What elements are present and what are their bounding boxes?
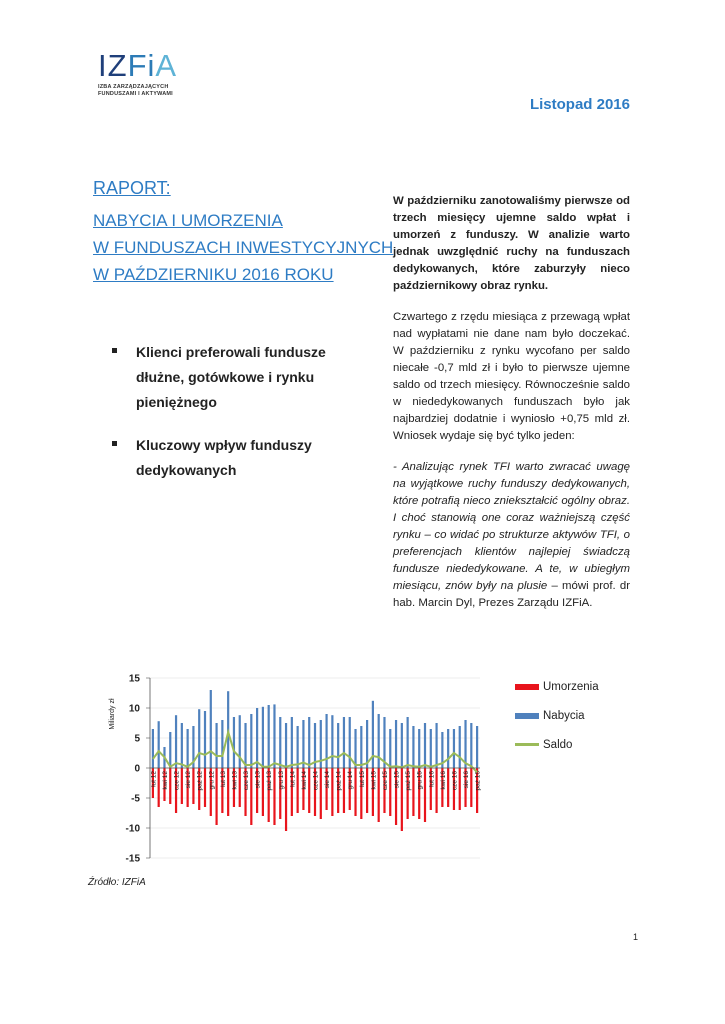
legend-item-nabycia (515, 707, 599, 724)
bar-nabycia (239, 715, 241, 768)
quote-paragraph (393, 459, 630, 612)
x-tick-label: cze 15 (381, 771, 389, 791)
logo-subtitle-line1: IZBA ZARZĄDZAJĄCYCH (98, 84, 169, 90)
bar-nabycia (401, 723, 403, 768)
x-tick-label: cze 12 (173, 771, 181, 791)
bar-umorzenia (169, 768, 171, 804)
bar-umorzenia (158, 768, 160, 807)
article-body (393, 193, 630, 626)
x-tick-label: lut 15 (358, 771, 366, 787)
bar-umorzenia (354, 768, 356, 816)
bar-umorzenia (239, 768, 241, 807)
bar-nabycia (395, 720, 397, 768)
bar-umorzenia (343, 768, 345, 813)
bar-umorzenia (424, 768, 426, 822)
bar-umorzenia (285, 768, 287, 831)
x-tick-label: sie 12 (185, 771, 193, 789)
logo-part-iz: IZ (98, 48, 128, 83)
chart-y-axis-label: Miliardy zł (109, 698, 116, 730)
bar-umorzenia (412, 768, 414, 816)
bar-nabycia (343, 717, 345, 768)
key-points (112, 340, 352, 501)
y-tick-label: 10 (128, 703, 140, 715)
y-tick-label: 0 (134, 763, 140, 775)
bar-nabycia (210, 690, 212, 768)
y-tick-label: -15 (125, 853, 140, 865)
x-tick-label: paź 16 (474, 771, 482, 791)
logo-subtitle-line2: FUNDUSZAMI I AKTYWAMI (98, 91, 173, 97)
bar-umorzenia (250, 768, 252, 825)
report-title-line: NABYCIA I UMORZENIA (93, 211, 283, 230)
bar-nabycia (360, 726, 362, 768)
bar-nabycia (302, 720, 304, 768)
legend-label-umorzenia: Umorzenia (543, 680, 599, 693)
page-number: 1 (632, 932, 638, 942)
y-tick-label: -10 (125, 823, 140, 835)
bar-nabycia (169, 732, 171, 768)
legend-label-saldo: Saldo (543, 738, 573, 751)
logo-part-fi: Fi (127, 48, 156, 83)
x-tick-label: paź 13 (266, 771, 274, 791)
bar-nabycia (256, 708, 258, 768)
bar-umorzenia (262, 768, 264, 816)
chart-x-ticks (150, 771, 481, 791)
x-tick-label: paź 15 (405, 771, 413, 791)
x-tick-label: paź 12 (196, 771, 204, 791)
bar-nabycia (464, 720, 466, 768)
bar-umorzenia (389, 768, 391, 816)
bar-nabycia (291, 717, 293, 768)
bar-nabycia (262, 707, 264, 768)
y-tick-label: 15 (128, 673, 140, 685)
chart-source: Źródło: IZFiA (88, 877, 146, 888)
bar-nabycia (285, 723, 287, 768)
bar-nabycia (418, 729, 420, 768)
bar-umorzenia (378, 768, 380, 822)
legend-swatch-saldo (515, 743, 539, 746)
x-tick-label: gru 15 (416, 771, 424, 790)
y-tick-label: 5 (134, 733, 140, 745)
legend-item-saldo (515, 736, 599, 753)
bar-nabycia (378, 714, 380, 768)
x-tick-label: gru 13 (277, 771, 285, 790)
legend-swatch-nabycia (515, 713, 539, 719)
bar-umorzenia (215, 768, 217, 825)
bar-nabycia (470, 723, 472, 768)
bar-nabycia (204, 711, 206, 768)
report-title (93, 207, 393, 288)
key-point-text: Kluczowy wpływ funduszy dedykowanych (136, 437, 312, 478)
key-point-text: Klienci preferowali fundusze dłużne, gotówkowe i rynku pieniężnego (136, 344, 326, 410)
y-tick-label: -5 (131, 793, 140, 805)
lead-paragraph: W październiku zanotowaliśmy pierwsze od trzech miesięcy ujemne saldo wpłat i umorzeń z funduszy. W analizie warto jednak uwzględnić ruchy na funduszach dedykowanych, które zaburzyły nieco październikowy obraz rynku. (393, 195, 630, 292)
bar-nabycia (453, 729, 455, 768)
bar-nabycia (187, 729, 189, 768)
x-tick-label: lut 14 (289, 771, 297, 787)
bar-nabycia (337, 723, 339, 768)
chart-y-ticks (126, 674, 150, 865)
quote-text: - Analizując rynek TFI warto zwracać uwagę na wyjątkowe ruchy funduszy dedykowanych, które potrafią nieco zniekształcić ogólny obraz. I choć stanowią one coraz ważniejszą część rynku – co widać po strukturze aktywów TFI, o preferencjach klientów najlepiej świadczą fundusze niededykowane. A te, w ubiegłym miesiącu, znów były na plusie (393, 461, 630, 592)
x-tick-label: kwi 13 (231, 771, 239, 790)
bar-nabycia (250, 714, 252, 768)
bar-umorzenia (204, 768, 206, 807)
x-tick-label: sie 14 (324, 771, 332, 789)
bar-umorzenia (401, 768, 403, 831)
bar-umorzenia (297, 768, 299, 813)
x-tick-label: cze 13 (243, 771, 251, 791)
bar-nabycia (447, 729, 449, 768)
bar-nabycia (268, 705, 270, 768)
x-tick-label: sie 13 (254, 771, 262, 789)
key-point (112, 340, 352, 415)
bar-nabycia (308, 717, 310, 768)
bar-umorzenia (459, 768, 461, 810)
bar-nabycia (175, 715, 177, 768)
x-tick-label: kwi 12 (161, 771, 169, 790)
x-tick-label: lut 12 (150, 771, 158, 787)
x-tick-label: cze 16 (451, 771, 459, 791)
x-tick-label: sie 15 (393, 771, 401, 789)
report-label: RAPORT: (93, 178, 171, 198)
bar-nabycia (221, 720, 223, 768)
chart-bars (152, 690, 478, 831)
bar-umorzenia (320, 768, 322, 819)
x-tick-label: kwi 15 (370, 771, 378, 790)
bar-nabycia (244, 723, 246, 768)
bar-umorzenia (192, 768, 194, 804)
bar-umorzenia (470, 768, 472, 807)
legend-item-umorzenia (515, 678, 599, 695)
x-tick-label: kwi 16 (439, 771, 447, 790)
logo-part-a: A (155, 48, 178, 83)
legend-label-nabycia: Nabycia (543, 709, 585, 722)
bar-nabycia (152, 729, 154, 768)
logo-subtitle (98, 84, 208, 98)
legend-swatch-umorzenia (515, 684, 539, 690)
bar-nabycia (459, 726, 461, 768)
bar-nabycia (215, 723, 217, 768)
bar-nabycia (297, 726, 299, 768)
bar-nabycia (198, 709, 200, 768)
bar-nabycia (476, 726, 478, 768)
bar-nabycia (233, 717, 235, 768)
x-tick-label: gru 12 (208, 771, 216, 790)
bar-umorzenia (447, 768, 449, 807)
x-tick-label: paź 14 (335, 771, 343, 791)
report-title-line: W PAŹDZIERNIKU 2016 ROKU (93, 265, 334, 284)
bar-nabycia (158, 721, 160, 768)
bar-nabycia (331, 715, 333, 768)
bar-nabycia (349, 717, 351, 768)
x-tick-label: cze 14 (312, 771, 320, 791)
bar-umorzenia (331, 768, 333, 816)
bar-nabycia (354, 729, 356, 768)
bar-nabycia (424, 723, 426, 768)
x-tick-label: gru 14 (347, 771, 355, 790)
bar-nabycia (407, 717, 409, 768)
bullet-square-icon (112, 441, 117, 446)
bar-nabycia (412, 726, 414, 768)
bar-umorzenia (273, 768, 275, 825)
bar-umorzenia (181, 768, 183, 804)
bullet-square-icon (112, 348, 117, 353)
key-point (112, 433, 352, 483)
chart-legend (515, 678, 599, 765)
bar-umorzenia (227, 768, 229, 816)
bar-nabycia (181, 723, 183, 768)
x-tick-label: sie 16 (463, 771, 471, 789)
x-tick-label: lut 13 (219, 771, 227, 787)
bar-nabycia (430, 729, 432, 768)
body-paragraph: Czwartego z rzędu miesiąca z przewagą wpłat nad wypłatami nie dane nam było doczekać. W październiku z rynku wycofano per saldo niecałe -0,7 mld zł i było to pierwsze ujemne saldo od trzech miesięcy. Równocześnie saldo w niededykowanych funduszach było jak najbardziej dodatnie i wyniosło +0,75 mld zł. Wniosek wydaje się być tylko jeden: (393, 311, 630, 442)
x-tick-label: kwi 14 (300, 771, 308, 790)
izfia-logo (98, 50, 208, 110)
flows-chart (85, 668, 495, 868)
bar-umorzenia (308, 768, 310, 813)
bar-nabycia (279, 717, 281, 768)
report-title-line: W FUNDUSZACH INWESTYCYJNYCH (93, 238, 394, 257)
bar-nabycia (435, 723, 437, 768)
report-date: Listopad 2016 (529, 96, 630, 113)
bar-nabycia (273, 704, 275, 768)
bar-umorzenia (366, 768, 368, 813)
quote-attribution: – mówi prof. dr hab. Marcin Dyl, Prezes Zarządu IZFiA. (393, 580, 630, 609)
bar-nabycia (389, 729, 391, 768)
bar-umorzenia (435, 768, 437, 813)
x-tick-label: lut 16 (428, 771, 436, 787)
logo-wordmark (98, 50, 208, 82)
